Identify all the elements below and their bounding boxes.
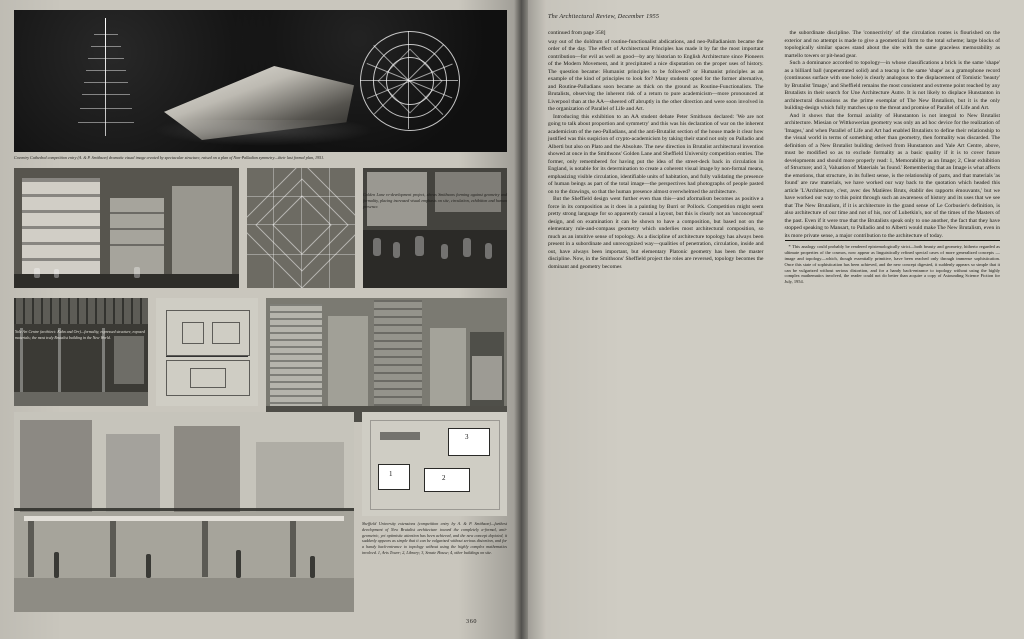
right-page — [521, 0, 1024, 639]
roof-reflection — [154, 120, 374, 146]
paragraph: way out of the doldrum of routine-functionalist abdications, and neo-Palladianism became the order of the day. The effect of Architectural Principles has made it by far the most important contribution—for evil as well as good—by any historian to English Architecture since Pioneers of the Modern Movement, and it precipitated a nice disputation on the proper uses of history. The question became: Humanist principles to be followed? or Humanist principles as an example of the kind of principles to look for? Many students opted for the former alternative, and Routine-Palladians soon became as thick on the ground as Routine-Functionalists. The Brutalists, observing the inherent risk of a return to pure academicism—more pronounced at Liverpool than at the AA—sheered off abruptly in the other direction and were soon involved in the organization of Parallel of Life and Art. — [548, 38, 764, 113]
geometric-plan-diagram — [347, 18, 473, 144]
plate-sheffield-perspective — [14, 412, 354, 612]
plate-city-collage — [266, 298, 507, 422]
plate-street-crowd — [363, 168, 507, 288]
paragraph: the subordinate discipline. The 'connectivity' of the circulation routes is flourished on the exterior and no attempt is made to give a geometrical form to the total scheme; large blocks of topologically similar spaces stand about the site with the same graceless memorability as martello towers or pit-head gear. — [784, 30, 1000, 59]
plate-coventry-cathedral — [14, 10, 507, 152]
paragraph: And it shows that the formal axiality of Hunstanton is not integral to New Brutalist architecture. Miesian or Wittkowerian geometry was only an ad hoc device for the realization of 'Images,' and when Parallel of Life and Art had enabled Brutalists to define their relationship to the visual world in terms of something other than geometry, then formality was discarded. The definition of a New Brutalist building derived from Hunstanton and Yale Art Centre, above, must be modified so as to exclude formality as a basic quality if it is to cover future developments and should more properly read: 1, Memorability as an Image; 2, Clear exhibition of Structure; and 3, Valuation of Materials 'as found.' Remembering that an Image is what affects the emotions, that structure, in its fullest sense, is the relationship of parts, and that materials 'as found' are raw materials, we have worked our way back to the quotation which headed this article 'L'Architecture, c'est, avec des Matières Bruts, établir des rapports émouvants,' but we have worked our way to this point through such an awareness of history and its uses that we see that The New Brutalism, if it is architecture in the grand sense of Le Corbusier's definition, is also architecture of our time and not of his, nor of Lubetkin's, nor of the times of the Masters of the past. Even if it were true that the Brutalists speak only to one another, the fact that they have stopped speaking to Mansart, to Palladio and to Alberti would make The New Brutalism, even in its more private sense, a major contribution to the architecture of today. — [784, 112, 1000, 239]
plate-sheffield-site-plan: 1 2 3 — [362, 412, 507, 516]
plate-structural-mesh — [247, 168, 355, 288]
caption-coventry: Coventry Cathedral competition entry (A. & P. Smithson) dramatic visual image created by spectacular structure, raised on a plan of Non-Palladian symmetry—their last formal plan, 1951. — [14, 155, 325, 160]
spire-drawing — [78, 18, 134, 138]
caption-golden-lane: Golden Lane re-development project, shows Smithsons forming against geometry and formality, placing increased visual emphasis on site, circulation, exhibition and human presence. — [363, 192, 507, 209]
continued-note: continued from page 358] — [548, 30, 606, 36]
plate-golden-lane — [14, 168, 239, 288]
paragraph: Such a dominance accorded to topology—in whose classifications a brick is the same 'shape' as a billiard ball (unpenetrated solid) and a teacup is the same 'shape' as a gramophone record (continuous surface with one hole) is clearly analogous to the displacement of Tomistic 'beauty' by Brutalist 'Image,' and Sheffield remains the most consistent and extreme point reached by any Brutalists in their search for Une Architecture Autre. It is not likely to displace Hunstanton in architectural discussions as the prime exemplar of The New Brutalism, but it is the only building-design which fully matches up to the threat and promise of Parallel of Life and Art. — [784, 60, 1000, 112]
plate-floor-plan — [156, 298, 258, 406]
caption-sheffield: Sheffield University extensions (competition entry by A. & P. Smithson)—furthest development of New Brutalist architecture toward the completely a-formal, anti-geometric, yet optimistic attention has been achieved, and the new concept depicted, it suddenly appears as simple that it can be vulgarized without serious distortion, and for a handy back-entrance to topology without using the highly complex mathematics involved. 1, Arts Tower; 2, Library; 3, Senate House; 4, other buildings on site. — [362, 521, 507, 556]
caption-yale: Yale Art Centre (architect: Kahn and Orr)—formality, expressed structure, exposed materials; the most truly Brutalist building in the New World. — [15, 330, 145, 340]
body-text-columns — [548, 30, 1000, 615]
plate-yale-art-centre — [14, 298, 148, 406]
running-head: The Architectural Review, December 1955 — [548, 14, 660, 20]
footnote: * This analogy could probably be rendered epistemologically strict—both beauty and geometry, hitherto regarded as ultimate properties of the cosmos, now appear as linguistically refined special cases of more generalized concepts —image and topology—which, though essentially primitive, have been reached only through immense sophistication. Once this state of sophistication has been achieved, and the new concept digested, it suddenly appears so simple that it can be vulgarized without serious distortion, and for a handy back-entrance to topology without using the highly complex mathematics involved, the reader could not do better than acquire a copy of Astounding Science Fiction for July, 1954. — [785, 240, 1001, 284]
paragraph: Introducing this exhibition to an AA student debate Peter Smithson declared: 'We are not going to talk about proportion and symmetry' and this was his declaration of war on the inherent academicism of the neo-Palladians, and the anti-Brutalist section of the house made it clear how justified was this suspicion of crypto-academicism by taking their stand not only on Palladio and Alberti but also on Plato and the Absolute. The new direction in Brutalist architectural invention showed at once in the Smithsons' Golden Lane and Sheffield University competition entries. The former, only remembered for having put the idea of the street-deck back in circulation in England, is notable for its determination to create a coherent visual image by non-formal means, emphasizing visible circulation, identifiable units of habitation, and fully validating the presence of human beings as part of the total image—the perspectives had photographs of people pasted on to the drawings, so that the human presence almost overwhelmed the architecture. — [548, 113, 764, 195]
page-folio: 360 — [466, 618, 478, 625]
paragraph: But the Sheffield design went further even than this—and aformalism becomes as positive a force in its composition as it does in a painting by Burri or Pollock. Competition might seem pretty strong language for so apparently casual a layout, but this is clearly not an 'unconceptual' design, and on examination it can be shown to have a composition, but based not on the elementary rule-and-compass geometry which underlies most architectural composition, so much as an intuitive sense of topology. As a discipline of architecture topology has always been present in a subordinate and unrecognized way—qualities of penetration, circulation, inside and out, have always been important, but elementary Platonic geometry has been the master discipline. Now, in the Smithsons' Sheffield project the roles are reversed, topology becomes the dominant and geometry becomes — [548, 196, 764, 270]
